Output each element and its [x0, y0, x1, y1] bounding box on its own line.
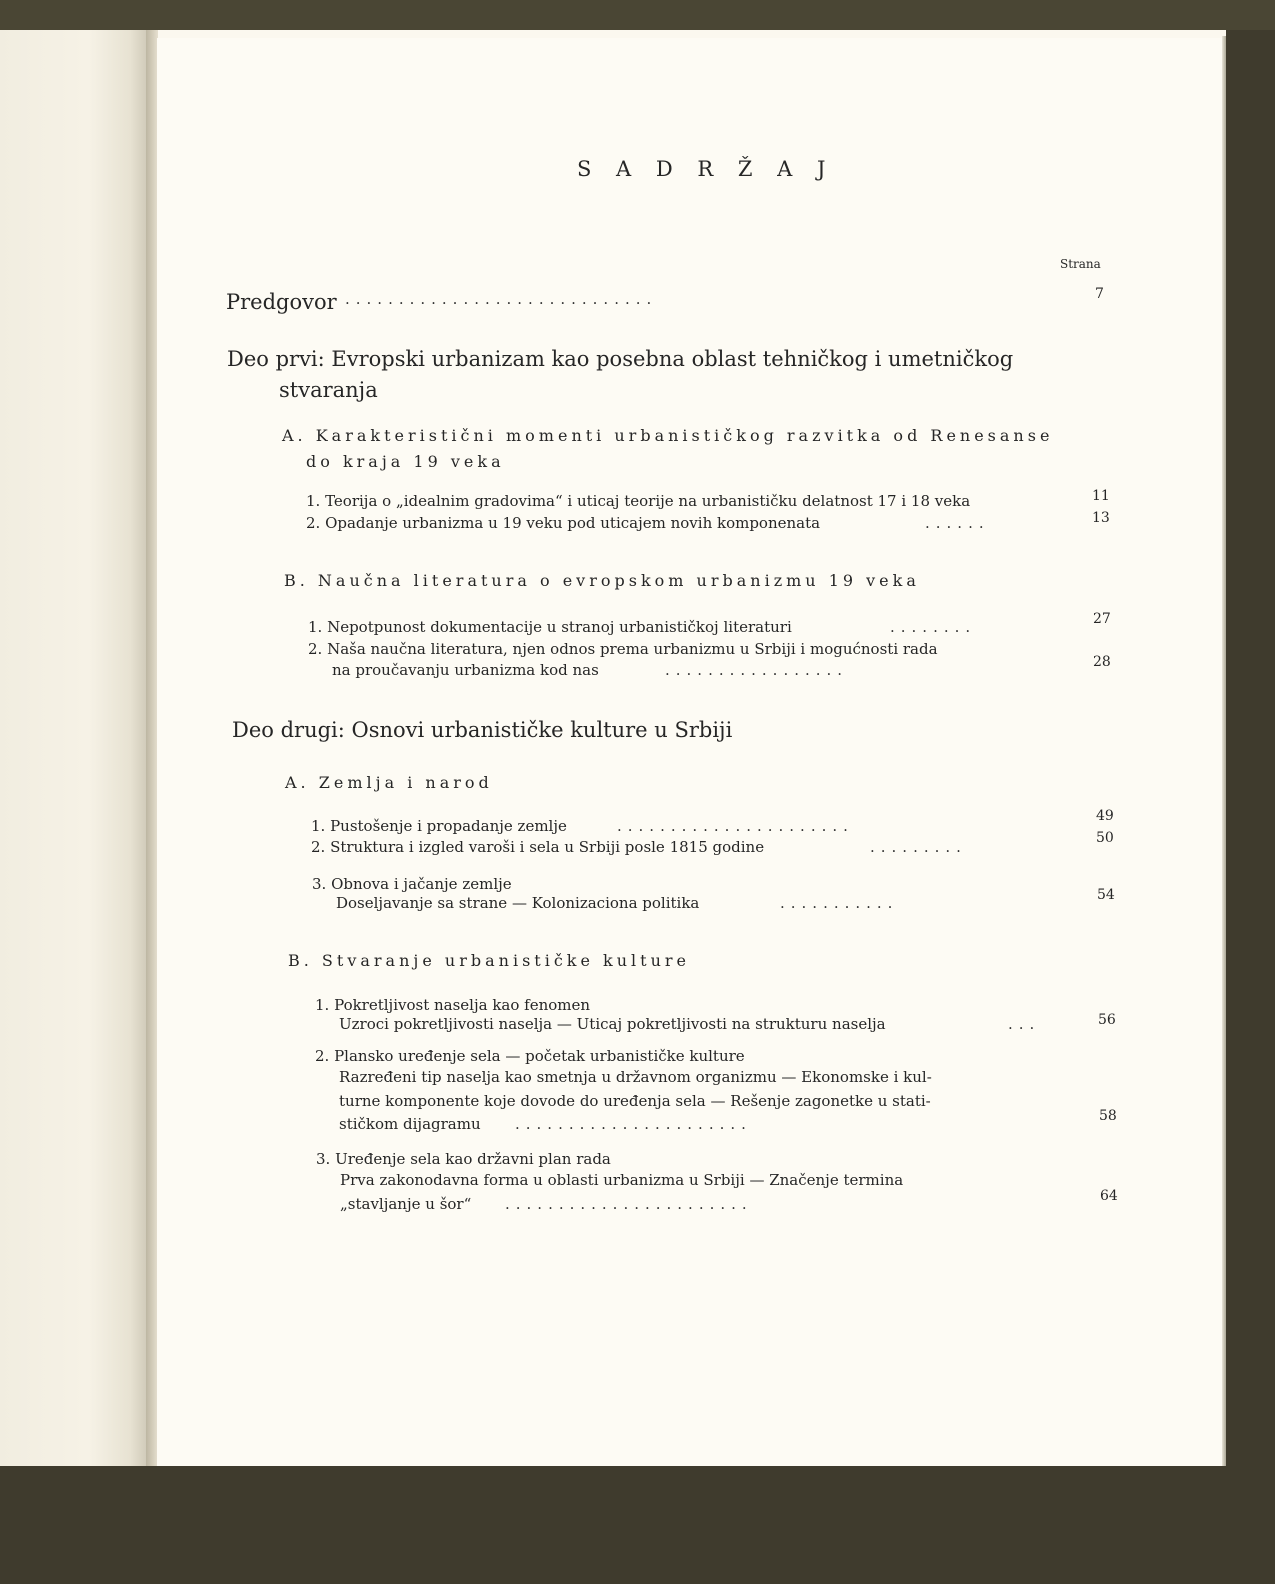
part-heading-continued: stvaranja	[279, 378, 378, 402]
page-number: 27	[1093, 611, 1111, 627]
dot-leader: .......................	[505, 1195, 753, 1213]
page-title: S A D R Ž A J	[577, 157, 835, 181]
dot-leader: ...........	[780, 894, 899, 912]
toc-item: 1. Pustošenje i propadanje zemlje	[311, 817, 567, 835]
toc-item-continued: „stavljanje u šor“	[340, 1195, 472, 1213]
toc-item-continued: Razređeni tip naselja kao smetnja u državnom organizmu — Ekonomske i kul-	[339, 1068, 932, 1086]
dot-leader: ......	[925, 514, 990, 532]
page-number: 58	[1099, 1108, 1117, 1124]
section-heading: A. Zemlja i narod	[285, 773, 493, 792]
toc-item-continued: Doseljavanje sa strane — Kolonizaciona politika	[336, 894, 700, 912]
toc-item: 1. Teorija o „idealnim gradovima“ i uticaj teorije na urbanističku delatnost 17 i 18 veka	[306, 492, 971, 510]
page-number: 50	[1096, 830, 1114, 846]
dot-leader: ...	[1008, 1015, 1041, 1033]
page-number: 7	[1095, 286, 1104, 302]
toc-item: 2. Naša naučna literatura, njen odnos prema urbanizmu u Srbiji i mogućnosti rada	[308, 640, 938, 658]
page-number: 11	[1092, 488, 1110, 504]
toc-item: 2. Opadanje urbanizma u 19 veku pod uticajem novih komponenata	[306, 514, 821, 532]
toc-item: 2. Struktura i izgled varoši i sela u Srbiji posle 1815 godine	[311, 838, 765, 856]
dot-leader: .........	[870, 838, 967, 856]
book-cover-top	[0, 0, 1275, 30]
right-page	[157, 38, 1225, 1466]
book-cover-bottom	[0, 1466, 1275, 1584]
section-heading: B. Naučna literatura o evropskom urbanizmu 19 veka	[284, 571, 920, 590]
dot-leader: ......................	[515, 1115, 752, 1133]
section-heading: A. Karakteristični momenti urbanističkog razvitka od Renesanse	[282, 426, 1054, 445]
toc-item: 3. Obnova i jačanje zemlje	[312, 875, 512, 893]
page-column-label: Strana	[1060, 257, 1101, 271]
toc-item-continued: na proučavanju urbanizma kod nas	[332, 661, 599, 679]
toc-item: 2. Plansko uređenje sela — početak urbanističke kulture	[315, 1047, 745, 1065]
toc-item: 1. Nepotpunost dokumentacije u stranoj urbanističkoj literaturi	[308, 618, 792, 636]
dot-leader: ......................	[617, 817, 854, 835]
entry-predgovor: Predgovor	[226, 290, 337, 314]
page-number: 64	[1100, 1188, 1118, 1204]
toc-item: 1. Pokretljivost naselja kao fenomen	[315, 996, 591, 1014]
toc-item-continued: Uzroci pokretljivosti naselja — Uticaj pokretljivosti na strukturu naselja	[339, 1015, 886, 1033]
left-page	[0, 30, 148, 1466]
part-heading: Deo prvi: Evropski urbanizam kao posebna oblast tehničkog i umetničkog	[227, 347, 1014, 371]
book-cover-right	[1226, 30, 1275, 1584]
part-heading: Deo drugi: Osnovi urbanističke kulture u Srbiji	[232, 718, 733, 742]
toc-item-continued: turne komponente koje dovode do uređenja sela — Rešenje zagonetke u stati-	[339, 1092, 931, 1110]
dot-leader: .............................	[345, 290, 658, 308]
dot-leader: .................	[665, 661, 849, 679]
section-heading-continued: do kraja 19 veka	[306, 452, 505, 471]
page-number: 28	[1093, 654, 1111, 670]
page-number: 54	[1097, 887, 1115, 903]
page-number: 13	[1092, 510, 1110, 526]
section-heading: B. Stvaranje urbanističke kulture	[288, 951, 690, 970]
toc-item-continued: Prva zakonodavna forma u oblasti urbanizma u Srbiji — Značenje termina	[340, 1171, 904, 1189]
toc-item-continued: stičkom dijagramu	[339, 1115, 481, 1133]
page-number: 56	[1098, 1012, 1116, 1028]
toc-item: 3. Uređenje sela kao državni plan rada	[316, 1150, 611, 1168]
dot-leader: ........	[890, 618, 977, 636]
page-number: 49	[1096, 808, 1114, 824]
